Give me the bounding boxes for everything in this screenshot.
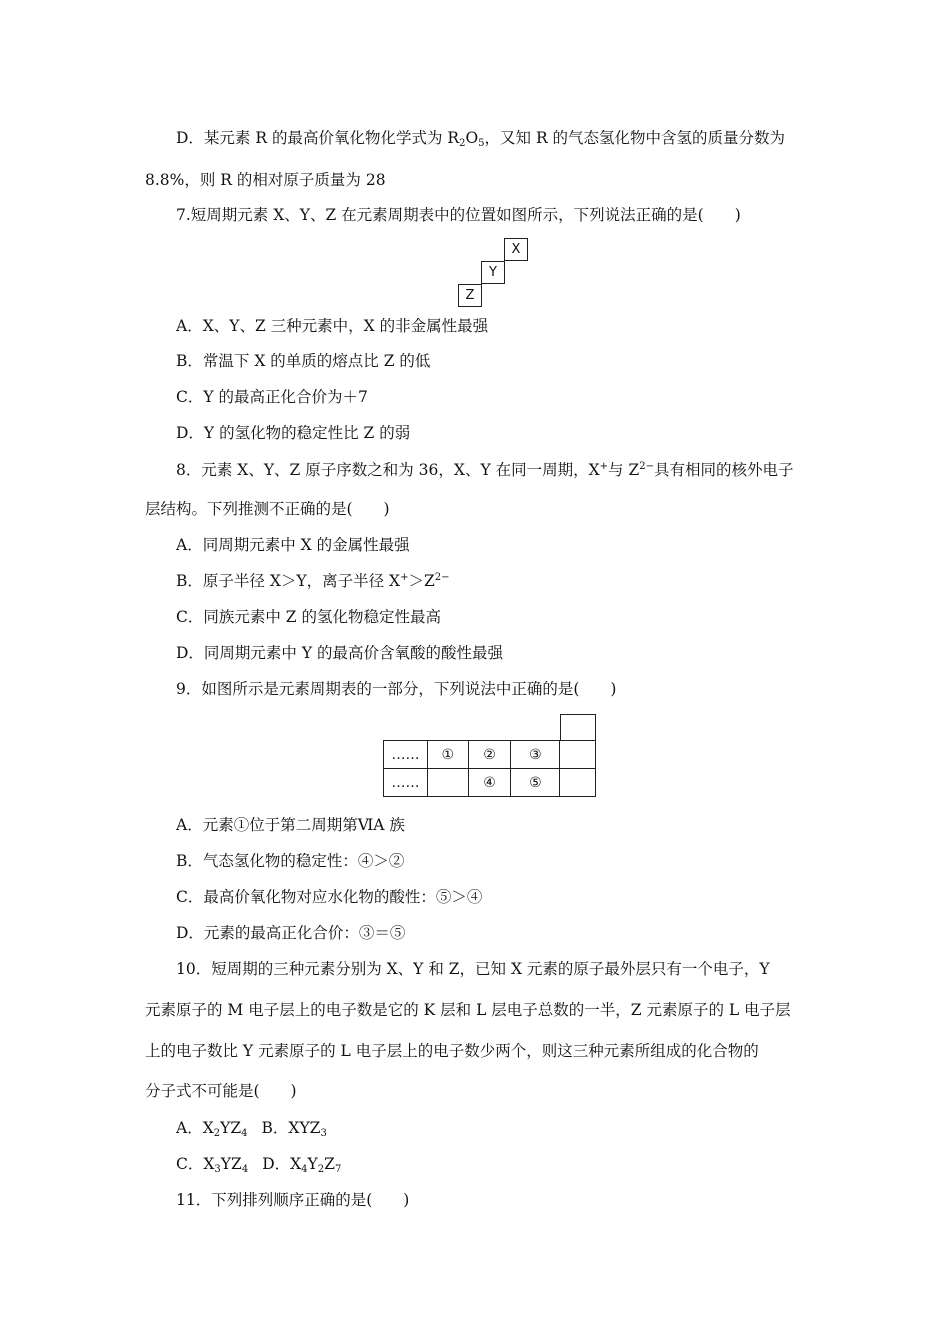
q9-table-top-cell xyxy=(560,714,596,741)
q8-option-b xyxy=(176,571,449,594)
q7-stem: 7.短周期元素 X、Y、Z 在元素周期表中的位置如图所示，下列说法正确的是( ) xyxy=(176,206,741,224)
superscript: + xyxy=(599,461,609,472)
option-label: B． xyxy=(261,1119,289,1137)
text: X xyxy=(290,1155,302,1173)
q9-option-d: D．元素的最高正化合价：③＝⑤ xyxy=(176,924,406,942)
q10-stem-line3: 上的电子数比 Y 元素原子的 L 电子层上的电子数少两个，则这三种元素所组成的化合物的 xyxy=(145,1042,759,1060)
q7-figure-cell-y: Y xyxy=(481,261,505,284)
q10-stem-line2: 元素原子的 M 电子层上的电子数是它的 K 层和 L 层电子总数的一半，Z 元素原子的 L 电子层 xyxy=(145,1001,791,1019)
text: O xyxy=(465,129,479,147)
table-cell: ③ xyxy=(511,741,560,769)
q7-figure-cell-x: X xyxy=(504,238,528,261)
table-cell xyxy=(427,769,468,797)
text: XYZ xyxy=(288,1119,321,1137)
text: X xyxy=(202,1119,214,1137)
text: Y xyxy=(307,1155,318,1173)
option-label: A． xyxy=(176,1119,203,1137)
q7-figure-cell-z: Z xyxy=(458,284,482,307)
q6-option-d-line2: 8.8%，则 R 的相对原子质量为 28 xyxy=(145,171,386,189)
table-cell xyxy=(560,741,596,769)
table-cell: …… xyxy=(384,769,428,797)
superscript: 2− xyxy=(434,572,450,583)
q10-stem-line4: 分子式不可能是( ) xyxy=(145,1082,297,1100)
text: YZ xyxy=(220,1119,242,1137)
subscript: 5 xyxy=(478,138,485,149)
table-cell: ① xyxy=(427,741,468,769)
q10-options-cd xyxy=(176,1154,341,1177)
table-cell: ④ xyxy=(468,769,511,797)
text: D．某元素 R 的最高价氧化物化学式为 R xyxy=(176,129,460,147)
q8-stem-line1 xyxy=(176,460,794,483)
text: YZ xyxy=(220,1155,242,1173)
q7-option-a: A．X、Y、Z 三种元素中，X 的非金属性最强 xyxy=(176,317,489,335)
q7-option-d: D．Y 的氢化物的稳定性比 Z 的弱 xyxy=(176,424,411,442)
superscript: + xyxy=(400,572,409,583)
text: 8．元素 X、Y、Z 原子序数之和为 36，X、Y 在同一周期，X xyxy=(176,461,600,479)
subscript: 4 xyxy=(301,1164,308,1175)
q10-options-ab xyxy=(176,1118,327,1141)
q8-option-d: D．同周期元素中 Y 的最高价含氧酸的酸性最强 xyxy=(176,644,504,662)
q11-stem: 11．下列排列顺序正确的是( ) xyxy=(176,1191,410,1209)
q9-option-c: C．最高价氧化物对应水化物的酸性：⑤＞④ xyxy=(176,888,483,906)
table-row xyxy=(384,741,596,769)
q9-option-b: B．气态氢化物的稳定性：④＞② xyxy=(176,852,405,870)
text: B．原子半径 X＞Y，离子半径 X xyxy=(176,572,401,590)
text: 与 Z xyxy=(608,461,640,479)
subscript: 2 xyxy=(459,138,466,149)
q8-stem-line2: 层结构。下列推测不正确的是( ) xyxy=(145,500,390,518)
q10-stem-line1: 10．短周期的三种元素分别为 X、Y 和 Z，已知 X 元素的原子最外层只有一个电子，Y xyxy=(176,960,770,978)
table-row xyxy=(384,769,596,797)
q9-periodic-table-fragment xyxy=(383,740,596,797)
q6-option-d-line1 xyxy=(176,128,785,151)
q7-option-b: B．常温下 X 的单质的熔点比 Z 的低 xyxy=(176,352,431,370)
option-label: D． xyxy=(262,1155,291,1173)
q7-option-c: C．Y 的最高正化合价为＋7 xyxy=(176,388,368,406)
q8-option-c: C．同族元素中 Z 的氢化物稳定性最高 xyxy=(176,608,441,626)
text: ＞Z xyxy=(408,572,435,590)
table-cell: ⑤ xyxy=(511,769,560,797)
option-label: C． xyxy=(176,1155,204,1173)
q9-option-a: A．元素①位于第二周期第ⅥA 族 xyxy=(176,816,405,834)
table-cell: …… xyxy=(384,741,428,769)
subscript: 4 xyxy=(241,1164,249,1175)
text: Z xyxy=(324,1155,335,1173)
q8-option-a: A．同周期元素中 X 的金属性最强 xyxy=(176,536,410,554)
table-cell: ② xyxy=(468,741,511,769)
q9-stem: 9．如图所示是元素周期表的一部分，下列说法中正确的是( ) xyxy=(176,680,617,698)
text: X xyxy=(203,1155,215,1173)
subscript: 7 xyxy=(334,1164,342,1175)
subscript: 3 xyxy=(214,1164,221,1175)
subscript: 3 xyxy=(320,1128,327,1139)
subscript: 2 xyxy=(213,1128,221,1139)
table-cell xyxy=(560,769,596,797)
superscript: 2− xyxy=(639,461,654,472)
subscript: 2 xyxy=(317,1164,325,1175)
text: 具有相同的核外电子 xyxy=(653,461,794,479)
subscript: 4 xyxy=(241,1128,248,1139)
text: ，又知 R 的气态氢化物中含氢的质量分数为 xyxy=(484,129,786,147)
